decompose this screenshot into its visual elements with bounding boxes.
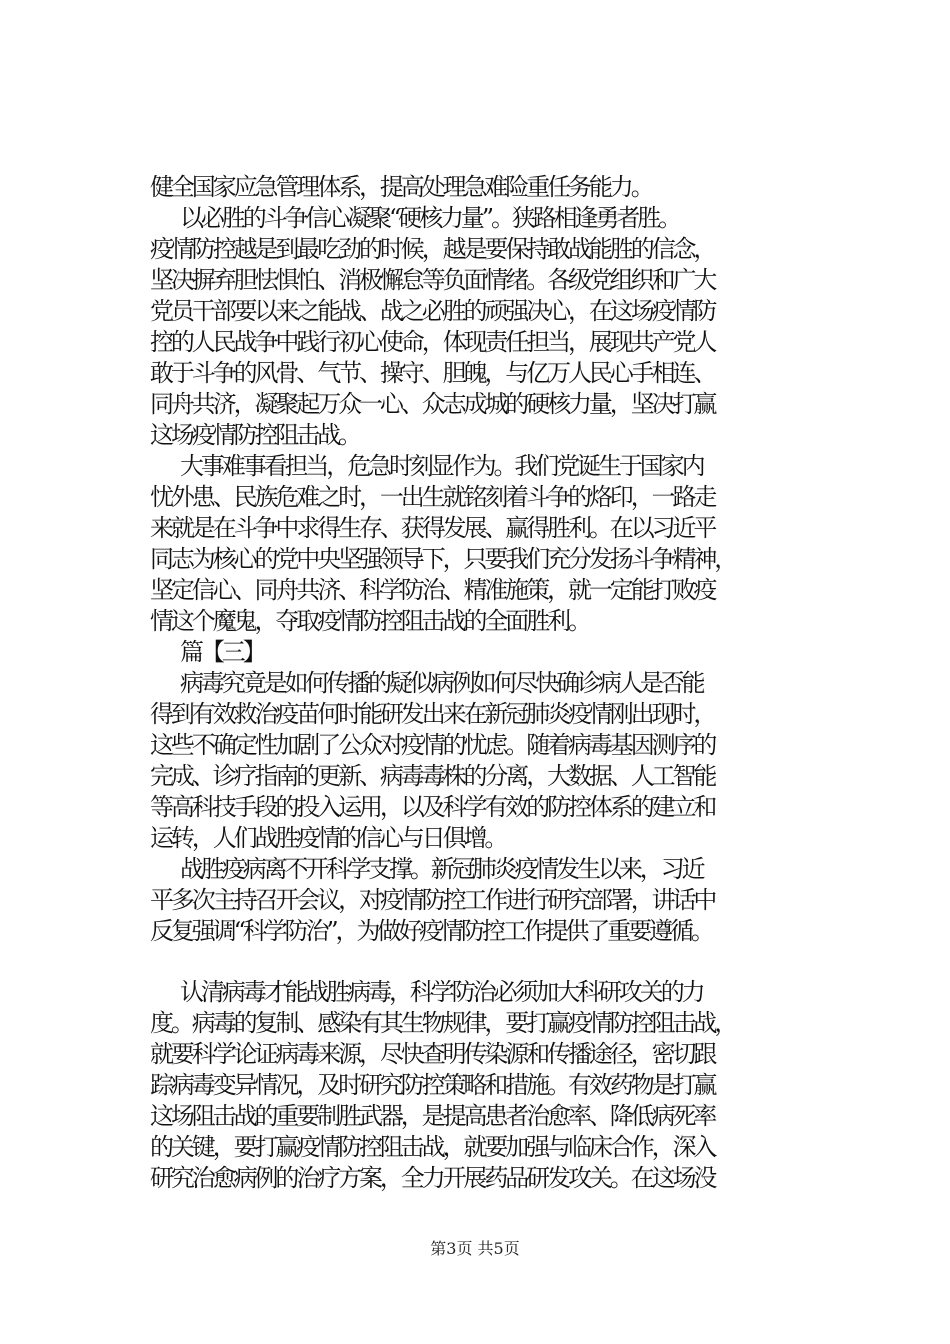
text-line: 来就是在斗争中求得生存、获得发展、赢得胜利。在以习近平 [150, 514, 715, 542]
text-line: 健全国家应急管理体系，提高处理急难险重任务能力。 [150, 173, 652, 201]
text-line: 就要科学论证病毒来源，尽快查明传染源和传播途径，密切跟 [150, 1040, 715, 1068]
text-line: 等高科技手段的投入运用，以及科学有效的防控体系的建立和 [150, 793, 715, 821]
text-line: 的关键，要打赢疫情防控阻击战，就要加强与临床合作，深入 [150, 1133, 715, 1161]
text-line: 疫情防控越是到最吃劲的时候，越是要保持敢战能胜的信念， [150, 235, 715, 263]
text-line: 平多次主持召开会议，对疫情防控工作进行研究部署，讲话中 [150, 886, 715, 914]
text-line: 情这个魔鬼，夺取疫情防控阻击战的全面胜利。 [150, 607, 589, 635]
text-line: 这场阻击战的重要制胜武器，是提高患者治愈率、降低病死率 [150, 1102, 715, 1130]
section-heading: 篇【三】 [180, 638, 264, 666]
text-line: 完成、诊疗指南的更新、病毒毒株的分离，大数据、人工智能 [150, 762, 715, 790]
text-line: 度。病毒的复制、感染有其生物规律，要打赢疫情防控阻击战， [150, 1009, 736, 1037]
paragraph-first-line: 认清病毒才能战胜病毒，科学防治必须加大科研攻关的力 [180, 978, 703, 1006]
text-line: 同舟共济，凝聚起万众一心、众志成城的硬核力量，坚决打赢 [150, 390, 715, 418]
paragraph-first-line: 战胜疫病离不开科学支撑。新冠肺炎疫情发生以来，习近 [180, 855, 703, 883]
text-line: 坚决摒弃胆怯惧怕、消极懈怠等负面情绪。各级党组织和广大 [150, 266, 715, 294]
text-line: 敢于斗争的风骨、气节、操守、胆魄，与亿万人民心手相连、 [150, 359, 715, 387]
text-line: 反复强调“科学防治”，为做好疫情防控工作提供了重要遵循。 [150, 917, 712, 945]
text-line: 得到有效救治疫苗何时能研发出来在新冠肺炎疫情刚出现时， [150, 700, 715, 728]
text-line: 同志为核心的党中央坚强领导下，只要我们充分发扬斗争精神， [150, 545, 736, 573]
text-line: 研究治愈病例的治疗方案，全力开展药品研发攻关。在这场没 [150, 1164, 715, 1192]
paragraph-first-line: 以必胜的斗争信心凝聚“硬核力量”。狭路相逢勇者胜。 [180, 204, 680, 232]
paragraph-first-line: 大事难事看担当，危急时刻显作为。我们党诞生于国家内 [180, 452, 703, 480]
page-number-footer: 第3页 共5页 [430, 1239, 520, 1258]
text-line: 坚定信心、同舟共济、科学防治、精准施策，就一定能打败疫 [150, 576, 715, 604]
paragraph-first-line: 病毒究竟是如何传播的疑似病例如何尽快确诊病人是否能 [180, 669, 703, 697]
text-line: 这些不确定性加剧了公众对疫情的忧虑。随着病毒基因测序的 [150, 731, 715, 759]
text-line: 控的人民战争中践行初心使命，体现责任担当，展现共产党人 [150, 328, 715, 356]
text-line: 忧外患、民族危难之时，一出生就铭刻着斗争的烙印，一路走 [150, 483, 715, 511]
text-line: 运转，人们战胜疫情的信心与日俱增。 [150, 824, 506, 852]
text-line: 踪病毒变异情况，及时研究防控策略和措施。有效药物是打赢 [150, 1071, 715, 1099]
text-line: 党员干部要以来之能战、战之必胜的顽强决心，在这场疫情防 [150, 297, 715, 325]
text-line: 这场疫情防控阻击战。 [150, 421, 359, 449]
